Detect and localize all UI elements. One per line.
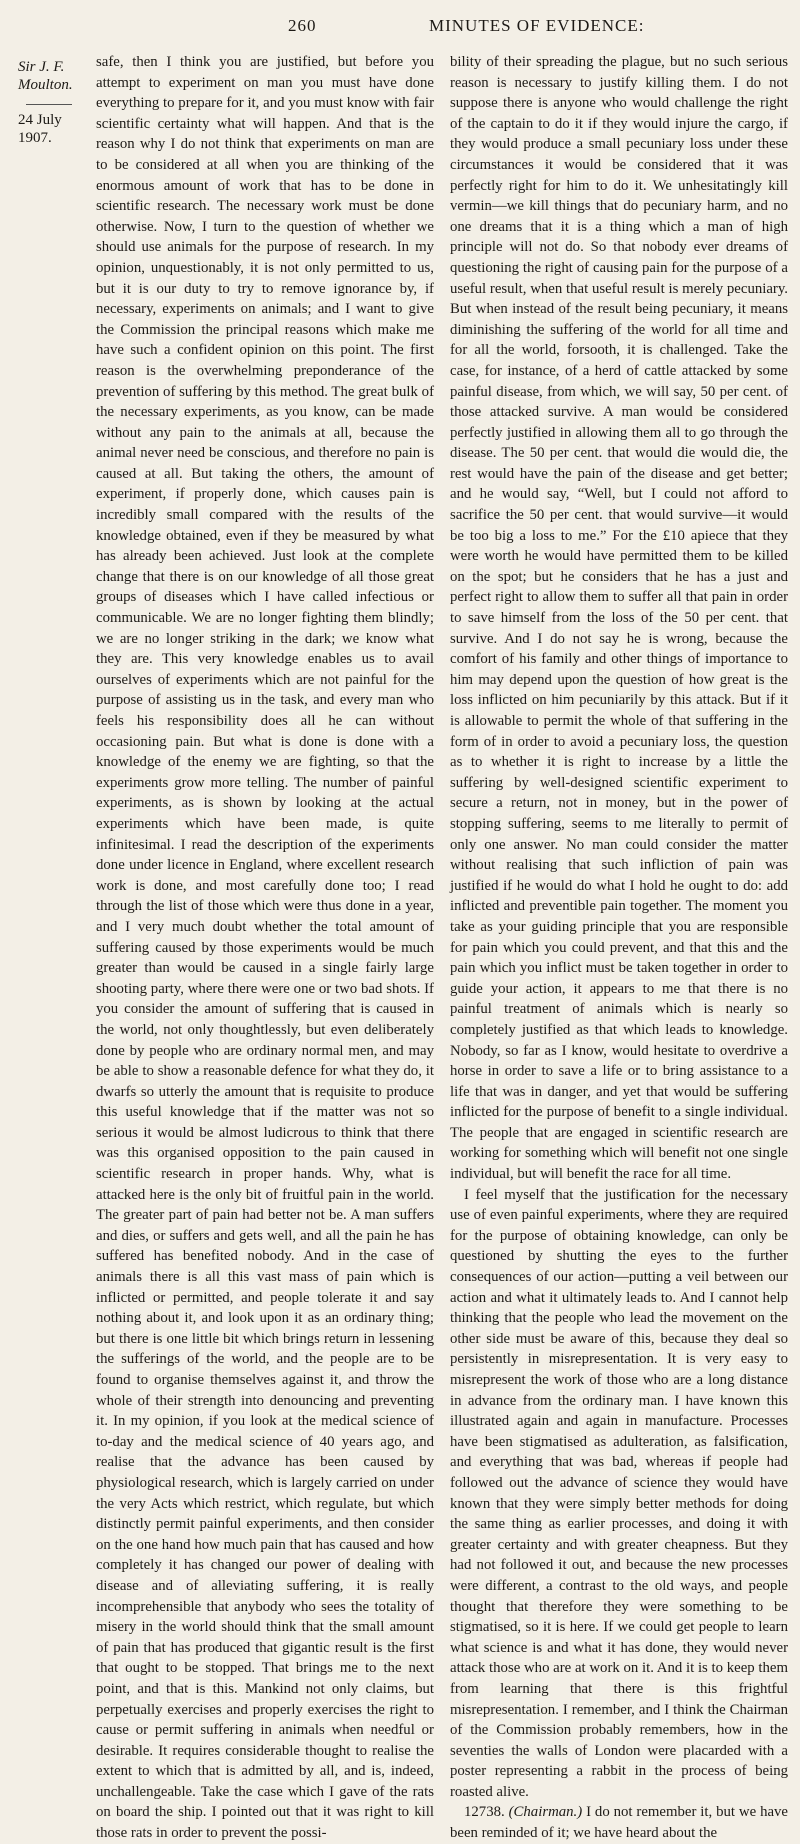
margin-note [18, 58, 90, 147]
witness-name: Sir J. F. Moulton. [18, 59, 73, 93]
paragraph: bility of their spreading the plague, but no such serious reason is necessary to justify killing them. I do not suppose there is anyone who would challenge the right of the captain to do it if they would injure the cargo, if they would produce a small pecuniary loss under these circumstances it would be considered that it was perfectly right for him to do it. We unhesitatingly kill vermin—we kill things that do pecuniary harm, and no one dreams that it is a thing which a man of high principle will not do. So that nobody ever dreams of questioning the right of causing pain for the purpose of a useful result, when that useful result is merely pecuniary. But when instead of the result being pecuniary, it means diminishing the suffering of the world for all time and for all the world, forsooth, it is challenged. Take the case, for instance, of a herd of cattle attacked by some painful disease, from which, we will say, 50 per cent. of those attacked survive. A man would be considered perfectly justified in allowing them all to go through the disease. The 50 per cent. that would die would die, the rest would have the pain of the disease and get better; and he would say, “Well, but I could not afford to sacrifice the 50 per cent. that would survive—it would be too big a loss to me.” For the £10 apiece that they were worth he would have permitted them to be killed on the spot; but he considers that he has a just and perfect right to allow them to suffer all that pain in order to save himself from the loss of the 50 per cent. that survive. And I do not say he is wrong, because the comfort of his family and other things of importance to him may depend upon the question of how great is the loss inflicted on him pecuniarily by this attack. But if it is allowable to permit the whole of that suffering in the form of in order to avoid a pecuniary loss, the question as to whether it is right to increase by a little the suffering by well-designed scientific experiment to secure a return, not in money, but in the power of stopping suffering, seems to me literally to permit of only one answer. No man could consider the matter without realising that such infliction of pain was justified if he would do what I hold he ought to do: add inflicted and preventible pain together. The moment you take as your guiding principle that you are responsible for pain which you could prevent, and that this and the pain which you inflict must be taken together in order to guide your action, it appears to me that there is no painful treatment of animals which is nearly so completely justified as that which leads to knowledge. Nobody, so far as I know, would hesitate to overdrive a horse in order to save a life or to bring assistance to a life that was in danger, and yet that would be suffering inflicted for the purpose of benefit to a single individual. The people that are engaged in scientific research are working for something which will benefit not one single individual, but will benefit the race for all time. [450, 54, 788, 1183]
question-number: 12738. [464, 1804, 505, 1821]
running-title: MINUTES OF EVIDENCE: [429, 16, 645, 35]
question-speaker: (Chairman.) [508, 1804, 583, 1821]
question-paragraph [450, 1802, 788, 1843]
evidence-date: 24 July 1907. [18, 112, 62, 146]
text-column-right [450, 52, 788, 1844]
page-number: 260 [288, 16, 317, 35]
paragraph: I feel myself that the justification for the necessary use of even painful experiments, where they are required for the purpose of obtaining knowledge, can only be questioned by shutting the eyes to the further consequences of our action—putting a veil between our action and what it ultimately leads to. And I cannot help thinking that the people who lead the movement on the other side must be aware of this, because they deal so persistently in misrepresentation. It is very easy to misrepresent the work of those who are a long distance in advance from the ordinary man. I have known this illustrated again and again in manufacture. Processes have been stigmatised as adulteration, as falsification, and everything that was bad, whereas if people had followed out the advance of science they would have known that they were simply better methods for doing the same thing as earlier processes, and doing it with greater certainty and with greater cheapness. But they had not followed it out, and because the new processes were different, a contrast to the old ways, and people thought that therefore they were something to be stigmatised, so it is here. If we could get people to learn what science is and what it has done, they would never attack those who are at work on it. And it is to keep them from learning that there is this frightful misrepresentation. I remember, and I think the Chairman of the Commission probably remembers, how in the seventies the walls of London were placarded with a poster representing a rabbit in the process of being roasted alive. [450, 1186, 788, 1800]
running-header [0, 12, 800, 38]
paragraph: safe, then I think you are justified, but before you attempt to experiment on man you must have done everything to prepare for it, and you must know with fair scientific certainty what will happen. And that is the reason why I do not think that experiments on man are to be considered at all when you are thinking of the enormous amount of work that has to be done in scientific research. The necessary work must be done otherwise. Now, I turn to the question of whether we should use animals for the purpose of research. In my opinion, unquestionably, it is not only permitted to us, but it is our duty to try to remove ignorance by, if necessary, experiments on animals; and I want to give the Commission the principal reasons which make me have such a confident opinion on this point. The first reason is the overwhelming preponderance of the prevention of suffering by this method. The great bulk of the necessary experiments, as you know, can be made without any pain to the animals at all, because the animal never need be conscious, and therefore no pain is caused at all. But taking the others, the amount of experiment, if properly done, which causes pain is incredibly small compared with the results of the knowledge obtained, even if they be measured by what has already been achieved. Just look at the complete change that there is on our knowledge of all those great groups of diseases which I have called infectious or communicable. We are no longer fighting them blindly; we are no longer striking in the dark; we know what they are. This very knowledge enables us to avail ourselves of experiments which are not painful for the purpose of assisting us in the task, and every man who feels his responsibility does all he can without occasioning pain. But what is done is done with a knowledge of the enemy we are fighting, so that the experiments grow more telling. The number of painful experiments, as is shown by looking at the actual experiments which have been made, is quite infinitesimal. I read the description of the experiments done under licence in England, where excellent research work is done, and most carefully done too; I read through the list of those which were thus done in a year, and I very much doubt whether the total amount of suffering caused by those experiments would be much greater than would be caused in a single fairly large shooting party, where there were one or two bad shots. If you consider the amount of suffering that is caused in the world, not only thoughtlessly, but even deliberately done by people who are ordinary normal men, and may be able to show a reasonable defence for what they do, it dwarfs so utterly the amount that is requisite to produce this useful knowledge that if the matter was not so serious it would be almost ludicrous to think that there was this organised opposition to the pain caused in scientific research in proper hands. Why, what is attacked here is the only bit of fruitful pain in the world. The greater part of pain had better not be. A man suffers and dies, or suffers and gets well, and all the pain he has suffered has benefited nobody. And in the case of animals there is all this vast mass of pain which is inflicted or permitted, and people tolerate it and say nothing about it, and look upon it as an ordinary thing; but there is one little bit which brings return in lessening the sufferings of the world, and the people are to be found to organise themselves against it, and throw the whole of their strength into denouncing and preventing it. In my opinion, if you look at the medical science of to-day and the medical science of 40 years ago, and realise that the advance has been caused by physiological research, which is largely carried on under the very Acts which restrict, which regulate, but which distinctly permit painful experiments, and then consider on the one hand how much pain that has caused and how completely it has changed our power of dealing with disease and of alleviating suffering, it is really incomprehensible that anybody who sees the totality of misery in the world should think that the small amount of pain that has produced that gigantic result is the first that ought to be stopped. That brings me to the next point, and that is this. Mankind not only claims, but perpetually exercises and properly exercises the right to cause or permit suffering in animals when needful or desirable. It requires considerable thought to realise the extent to which that is admitted by all, and is, indeed, unchallengeable. Take the case which I gave of the rats on board the ship. I pointed out that it was right to kill those rats in order to prevent the possi- [96, 54, 434, 1842]
margin-rule [26, 104, 72, 105]
question-text: I do not remember it, but we have been reminded of it; we have heard about the [450, 1804, 788, 1842]
text-column-left [96, 52, 434, 1844]
